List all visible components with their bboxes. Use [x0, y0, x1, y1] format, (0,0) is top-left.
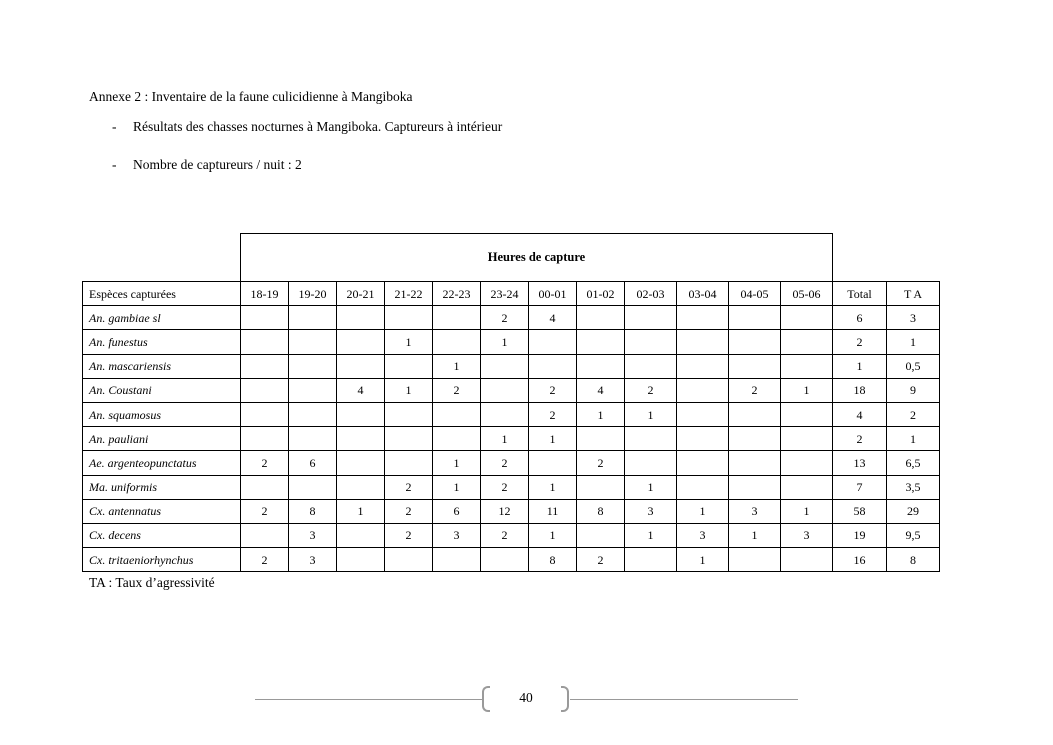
ta-cell: 3 — [887, 306, 940, 330]
count-cell — [481, 354, 529, 378]
count-cell: 3 — [289, 548, 337, 572]
species-name: Ae. argenteopunctatus — [83, 451, 241, 475]
bullet-dash: - — [112, 119, 117, 134]
count-cell — [337, 523, 385, 547]
count-cell — [337, 475, 385, 499]
count-cell: 2 — [625, 378, 677, 402]
count-cell — [729, 306, 781, 330]
count-cell: 1 — [529, 523, 577, 547]
count-cell — [337, 330, 385, 354]
count-cell — [241, 378, 289, 402]
page-footer — [0, 684, 1053, 714]
table-row — [83, 402, 940, 426]
count-cell — [781, 354, 833, 378]
count-cell: 4 — [577, 378, 625, 402]
bullet-dash: - — [112, 157, 117, 172]
table-row — [83, 306, 940, 330]
count-cell: 6 — [289, 451, 337, 475]
count-cell — [677, 354, 729, 378]
count-cell — [289, 354, 337, 378]
count-cell: 1 — [677, 499, 729, 523]
count-cell — [577, 330, 625, 354]
count-cell: 1 — [625, 475, 677, 499]
table-group-header-row — [83, 234, 940, 282]
count-cell: 1 — [529, 475, 577, 499]
count-cell — [337, 402, 385, 426]
total-header: Total — [833, 282, 887, 306]
bullet-text: Nombre de captureurs / nuit : 2 — [133, 157, 302, 172]
total-cell: 18 — [833, 378, 887, 402]
table-header-row — [83, 282, 940, 306]
count-cell: 8 — [289, 499, 337, 523]
species-header: Espèces capturées — [83, 282, 241, 306]
count-cell — [625, 451, 677, 475]
count-cell — [729, 402, 781, 426]
annex-title: Annexe 2 : Inventaire de la faune culicidienne à Mangiboka — [89, 89, 413, 104]
count-cell — [577, 306, 625, 330]
hour-header: 19-20 — [289, 282, 337, 306]
count-cell: 1 — [577, 402, 625, 426]
count-cell — [289, 427, 337, 451]
count-cell — [677, 475, 729, 499]
ta-cell: 9 — [887, 378, 940, 402]
count-cell — [577, 427, 625, 451]
species-name: Cx. decens — [83, 523, 241, 547]
species-name: An. funestus — [83, 330, 241, 354]
group-header: Heures de capture — [241, 234, 833, 282]
table-row — [83, 548, 940, 572]
count-cell — [337, 451, 385, 475]
count-cell — [781, 427, 833, 451]
count-cell — [781, 306, 833, 330]
total-cell: 1 — [833, 354, 887, 378]
count-cell — [481, 378, 529, 402]
count-cell — [385, 427, 433, 451]
table-body — [83, 234, 940, 572]
count-cell — [433, 306, 481, 330]
count-cell: 12 — [481, 499, 529, 523]
bullet-text: Résultats des chasses nocturnes à Mangiboka. Captureurs à intérieur — [133, 119, 503, 134]
count-cell — [677, 378, 729, 402]
count-cell — [433, 427, 481, 451]
count-cell: 2 — [481, 451, 529, 475]
count-cell — [625, 330, 677, 354]
count-cell: 1 — [529, 427, 577, 451]
total-cell: 7 — [833, 475, 887, 499]
count-cell: 2 — [577, 548, 625, 572]
count-cell: 2 — [729, 378, 781, 402]
count-cell: 2 — [529, 378, 577, 402]
hour-header: 01-02 — [577, 282, 625, 306]
total-cell: 19 — [833, 523, 887, 547]
footer-rule-left — [255, 699, 483, 700]
count-cell: 2 — [577, 451, 625, 475]
total-cell: 16 — [833, 548, 887, 572]
hour-header: 04-05 — [729, 282, 781, 306]
count-cell: 1 — [625, 402, 677, 426]
count-cell — [241, 523, 289, 547]
count-cell: 1 — [385, 378, 433, 402]
count-cell — [433, 548, 481, 572]
count-cell: 4 — [529, 306, 577, 330]
count-cell — [781, 402, 833, 426]
capture-table — [82, 233, 940, 572]
footer-rule-right — [570, 699, 798, 700]
blank-cell — [83, 234, 241, 282]
count-cell: 3 — [289, 523, 337, 547]
count-cell: 2 — [481, 306, 529, 330]
count-cell: 1 — [337, 499, 385, 523]
count-cell: 1 — [481, 427, 529, 451]
count-cell — [481, 548, 529, 572]
count-cell — [241, 330, 289, 354]
hour-header: 18-19 — [241, 282, 289, 306]
ta-cell: 29 — [887, 499, 940, 523]
count-cell — [729, 330, 781, 354]
count-cell — [729, 451, 781, 475]
hour-header: 23-24 — [481, 282, 529, 306]
count-cell: 11 — [529, 499, 577, 523]
ta-header: T A — [887, 282, 940, 306]
count-cell: 1 — [781, 499, 833, 523]
species-name: An. pauliani — [83, 427, 241, 451]
count-cell: 1 — [729, 523, 781, 547]
count-cell — [729, 475, 781, 499]
count-cell — [385, 306, 433, 330]
count-cell — [529, 354, 577, 378]
count-cell: 2 — [241, 451, 289, 475]
count-cell — [729, 427, 781, 451]
right-bracket-ornament — [561, 686, 569, 712]
count-cell — [241, 354, 289, 378]
count-cell — [729, 354, 781, 378]
species-name: Ma. uniformis — [83, 475, 241, 499]
count-cell — [385, 354, 433, 378]
count-cell: 1 — [433, 354, 481, 378]
count-cell — [337, 427, 385, 451]
ta-cell: 0,5 — [887, 354, 940, 378]
count-cell: 2 — [481, 475, 529, 499]
count-cell — [289, 330, 337, 354]
hour-header: 20-21 — [337, 282, 385, 306]
count-cell: 1 — [433, 451, 481, 475]
table-row — [83, 451, 940, 475]
count-cell — [677, 330, 729, 354]
count-cell — [781, 451, 833, 475]
count-cell: 2 — [433, 378, 481, 402]
hour-header: 00-01 — [529, 282, 577, 306]
count-cell — [241, 402, 289, 426]
total-cell: 2 — [833, 330, 887, 354]
count-cell — [677, 402, 729, 426]
count-cell — [289, 402, 337, 426]
count-cell — [781, 330, 833, 354]
count-cell — [677, 451, 729, 475]
total-cell: 2 — [833, 427, 887, 451]
ta-cell: 3,5 — [887, 475, 940, 499]
count-cell — [529, 330, 577, 354]
count-cell: 2 — [385, 475, 433, 499]
count-cell: 8 — [529, 548, 577, 572]
total-cell: 13 — [833, 451, 887, 475]
table-row — [83, 523, 940, 547]
count-cell: 2 — [241, 548, 289, 572]
count-cell: 1 — [433, 475, 481, 499]
count-cell — [577, 354, 625, 378]
count-cell — [625, 427, 677, 451]
count-cell — [337, 548, 385, 572]
count-cell — [337, 354, 385, 378]
table-row — [83, 499, 940, 523]
ta-cell: 1 — [887, 427, 940, 451]
species-name: An. gambiae sl — [83, 306, 241, 330]
total-cell: 6 — [833, 306, 887, 330]
page-number: 40 — [519, 690, 533, 705]
species-name: Cx. tritaeniorhynchus — [83, 548, 241, 572]
ta-cell: 1 — [887, 330, 940, 354]
count-cell — [677, 306, 729, 330]
table-row — [83, 427, 940, 451]
table-row — [83, 378, 940, 402]
capture-table-wrapper — [82, 233, 940, 572]
count-cell — [241, 475, 289, 499]
count-cell — [481, 402, 529, 426]
ta-cell: 6,5 — [887, 451, 940, 475]
count-cell — [729, 548, 781, 572]
count-cell — [625, 548, 677, 572]
species-name: An. Coustani — [83, 378, 241, 402]
count-cell — [241, 306, 289, 330]
hour-header: 02-03 — [625, 282, 677, 306]
count-cell — [677, 427, 729, 451]
count-cell: 2 — [529, 402, 577, 426]
count-cell — [289, 378, 337, 402]
count-cell: 3 — [781, 523, 833, 547]
count-cell — [433, 402, 481, 426]
count-cell — [289, 306, 337, 330]
total-cell: 58 — [833, 499, 887, 523]
count-cell: 2 — [241, 499, 289, 523]
count-cell — [385, 548, 433, 572]
blank-cell — [833, 234, 887, 282]
ta-cell: 2 — [887, 402, 940, 426]
count-cell: 1 — [481, 330, 529, 354]
count-cell: 2 — [385, 523, 433, 547]
count-cell — [577, 523, 625, 547]
count-cell — [433, 330, 481, 354]
count-cell: 3 — [433, 523, 481, 547]
hour-header: 21-22 — [385, 282, 433, 306]
count-cell: 2 — [385, 499, 433, 523]
footnote: TA : Taux d’agressivité — [89, 575, 215, 590]
count-cell: 3 — [729, 499, 781, 523]
count-cell — [781, 475, 833, 499]
count-cell: 1 — [677, 548, 729, 572]
count-cell — [625, 354, 677, 378]
ta-cell: 9,5 — [887, 523, 940, 547]
count-cell: 2 — [481, 523, 529, 547]
count-cell: 1 — [385, 330, 433, 354]
count-cell: 8 — [577, 499, 625, 523]
count-cell: 1 — [625, 523, 677, 547]
species-name: An. squamosus — [83, 402, 241, 426]
species-name: Cx. antennatus — [83, 499, 241, 523]
count-cell — [625, 306, 677, 330]
species-name: An. mascariensis — [83, 354, 241, 378]
table-row — [83, 354, 940, 378]
table-row — [83, 330, 940, 354]
count-cell — [529, 451, 577, 475]
hour-header: 05-06 — [781, 282, 833, 306]
count-cell — [241, 427, 289, 451]
count-cell — [781, 548, 833, 572]
bullet-item — [112, 157, 302, 173]
count-cell: 3 — [625, 499, 677, 523]
count-cell — [289, 475, 337, 499]
bullet-item — [112, 119, 502, 135]
count-cell: 1 — [781, 378, 833, 402]
count-cell — [337, 306, 385, 330]
count-cell: 4 — [337, 378, 385, 402]
hour-header: 22-23 — [433, 282, 481, 306]
count-cell — [577, 475, 625, 499]
table-row — [83, 475, 940, 499]
blank-cell — [887, 234, 940, 282]
ta-cell: 8 — [887, 548, 940, 572]
hour-header: 03-04 — [677, 282, 729, 306]
count-cell: 6 — [433, 499, 481, 523]
left-bracket-ornament — [482, 686, 490, 712]
count-cell — [385, 451, 433, 475]
count-cell: 3 — [677, 523, 729, 547]
total-cell: 4 — [833, 402, 887, 426]
count-cell — [385, 402, 433, 426]
